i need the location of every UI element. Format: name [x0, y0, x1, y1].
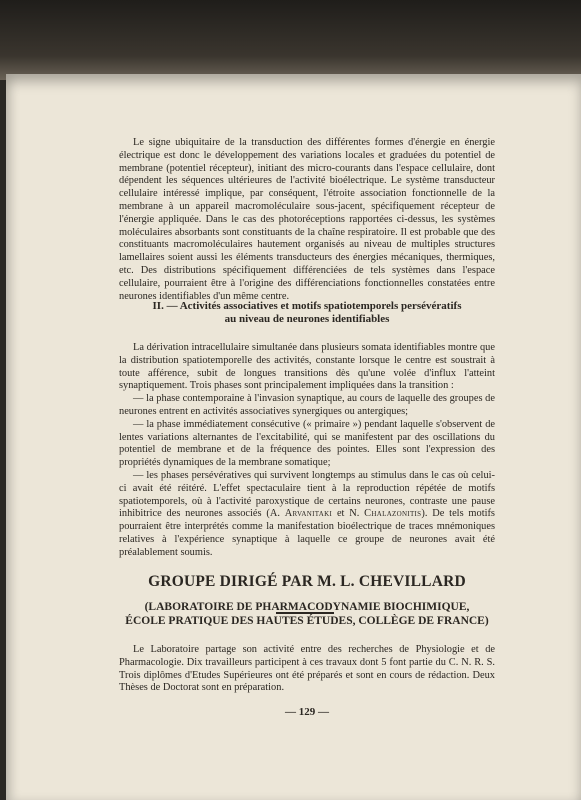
author-name: Chalazonitis: [364, 508, 422, 520]
paragraph-text: La dérivation intracellulaire simultanée dans plusieurs somata identifiables montre que la distribution spatiotemporelle des activités, constante lorsque le centre est soustrait à toute afférence, subit de longues transitions dès qu'une volée d'influx l'atteint synaptiquement. Trois phases sont principalement impliquées dans la transition :: [119, 342, 495, 392]
page-number: — 129 —: [285, 706, 329, 718]
document-page: [6, 74, 581, 800]
phase-text: — les phases persévératives qui survivent longtemps au stimulus dans le cas où celui-ci avait été réitéré. L'effet spectaculaire tient à la reproduction répétée de motifs spatiotemporels, où à l'activité paroxystique de certains neurones, contraste une pause inhibitrice des neurones associés (A.: [119, 469, 495, 520]
author-name: Arvanitaki: [284, 508, 333, 520]
paragraph-laboratory: [119, 644, 495, 695]
section-heading: [119, 300, 495, 326]
section-heading-line1: II. — Activités associatives et motifs spatiotemporels persévératifs: [152, 300, 462, 312]
scan-background: [0, 0, 581, 80]
phase-item: — la phase immédiatement consécutive (« primaire ») pendant laquelle s'observent de lentes variations alternantes de l'excitabilité, qui se manifestent par des oscillations du potentiel de membrane et de la fréquence des pointes. Elles sont l'expression des propriétés dynamiques de la membrane somatique;: [119, 418, 495, 469]
paragraph-text: Le Laboratoire partage son activité entre des recherches de Physiologie et de Pharmacologie. Dix travailleurs participent à ces travaux dont 5 font partie du C. N. R. S. Trois diplômes d'Etudes Supérieures ont été préparés et sont en cours de rédaction. Deux Thèses de Doctorat sont en préparation.: [119, 644, 495, 694]
phase-item: [119, 470, 495, 560]
phase-text: et N.: [332, 508, 365, 520]
paragraph-text: Le signe ubiquitaire de la transduction des différentes formes d'énergie en énergie électrique est donc le développement des variations locales et graduées du potentiel de membrane (potentiel récepteur), initiant des micro-courants dans l'espace cellulaire, dont dépendent les séquences ultérieures de l'activité bioélectrique. Le système transducteur cellulaire intéressé implique, par conséquent, l'étroite association fonctionnelle de la membrane à un appareil macromoléculaire sous-jacent, spécifiquement récepteur de l'énergie appliquée. Dans le cas des photoréceptions rapportées ci-dessus, les systèmes moléculaires absorbants sont constituants de la chaîne respiratoire. Il est probable que des constituants macromoléculaires hautement organisés au niveau de multiples structures lamellaires soient aussi les éléments transducteurs des énergies mécaniques, thermiques, etc. Des distributions spécifiquement différenciées de tels systèmes dans l'espace cellulaire, pourraient être à l'origine des différenciations fonctionnelles constatées entre neurones identifiables d'un même centre.: [119, 137, 495, 302]
section-heading-line2: au niveau de neurones identifiables: [224, 313, 390, 325]
laboratory-heading: [119, 600, 495, 628]
phase-item: — la phase contemporaine à l'invasion synaptique, au cours de laquelle des groupes de neurones entrent en activités associatives synergiques ou antergiques;: [119, 393, 495, 417]
paragraph-phases: [119, 342, 495, 560]
phase-text: ). De tels motifs pourraient être interprétés comme la manifestation bioélectrique de traces mnémoniques relatives à l'expérience synaptique à laquelle ce groupe de neurones avait été préalablement soumis.: [119, 508, 495, 558]
laboratory-heading-line1: (LABORATOIRE DE PHARMACODYNAMIE BIOCHIMIQUE,: [144, 601, 470, 613]
laboratory-heading-line2: ÉCOLE PRATIQUE DES HAUTES ÉTUDES, COLLÈGE DE FRANCE): [125, 615, 489, 627]
group-title: GROUPE DIRIGÉ PAR M. L. CHEVILLARD: [148, 573, 466, 590]
paragraph-transduction: [119, 137, 495, 303]
